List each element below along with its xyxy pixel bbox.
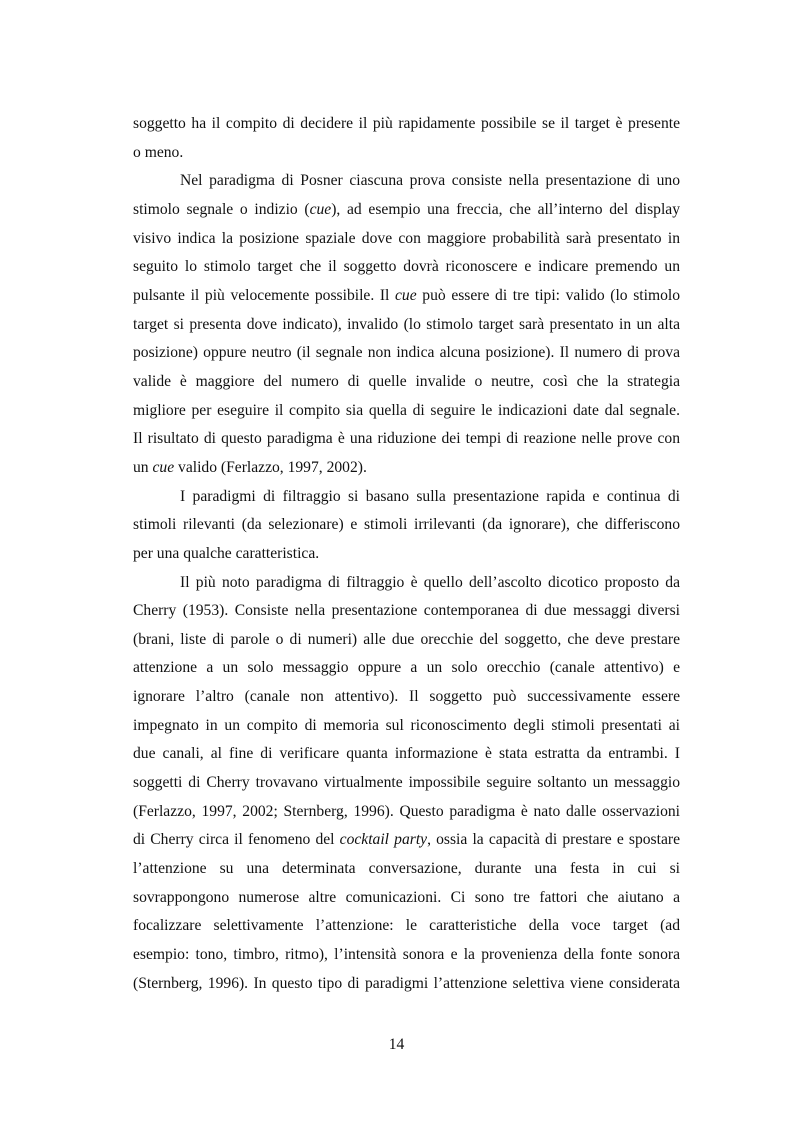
text-line: esempio: tono, timbro, ritmo), l’intensità sonora e la provenienza della fonte sonora xyxy=(133,946,680,964)
italic-term: cue xyxy=(152,458,175,476)
text-line: (brani, liste di parole o di numeri) alle due orecchie del soggetto, che deve prestare xyxy=(133,630,680,648)
text-line: l’attenzione su una determinata conversazione, durante una festa in cui si xyxy=(133,860,680,878)
text-line: un cue valido (Ferlazzo, 1997, 2002). xyxy=(133,458,367,476)
text-line: stimoli rilevanti (da selezionare) e stimoli irrilevanti (da ignorare), che differiscono xyxy=(133,516,680,534)
text-line: sovrappongono numerose altre comunicazioni. Ci sono tre fattori che aiutano a xyxy=(133,888,680,906)
text-line: Il risultato di questo paradigma è una riduzione dei tempi di reazione nelle prove con xyxy=(133,430,680,448)
italic-term: cue xyxy=(395,286,417,304)
text-line: focalizzare selettivamente l’attenzione: le caratteristiche della voce target (ad xyxy=(133,917,680,935)
page-number: 14 xyxy=(388,1036,405,1053)
text-line: stimolo segnale o indizio (cue), ad esempio una freccia, che all’interno del display xyxy=(133,200,680,218)
text-line: Cherry (1953). Consiste nella presentazione contemporanea di due messaggi diversi xyxy=(133,602,680,620)
body-text xyxy=(133,110,680,998)
text-line: I paradigmi di filtraggio si basano sulla presentazione rapida e continua di xyxy=(180,487,680,505)
text-line: o meno. xyxy=(133,143,184,161)
text-line: seguito lo stimolo target che il soggetto dovrà riconoscere e indicare premendo un xyxy=(133,258,680,276)
text-line: ignorare l’altro (canale non attentivo). Il soggetto può successivamente essere xyxy=(133,688,680,706)
text-line: impegnato in un compito di memoria sul riconoscimento degli stimoli presentati ai xyxy=(133,716,680,734)
text-line: attenzione a un solo messaggio oppure a un solo orecchio (canale attentivo) e xyxy=(133,659,680,677)
text-line: Nel paradigma di Posner ciascuna prova consiste nella presentazione di uno xyxy=(180,172,680,190)
italic-term: cue xyxy=(309,200,332,218)
text-line: valide è maggiore del numero di quelle invalide o neutre, così che la strategia xyxy=(133,372,680,390)
text-line: posizione) oppure neutro (il segnale non indica alcuna posizione). Il numero di prova xyxy=(133,344,680,362)
text-line: soggetti di Cherry trovavano virtualmente impossibile seguire soltanto un messaggio xyxy=(133,774,680,792)
italic-term: cocktail party xyxy=(339,831,428,849)
paragraph-p3 xyxy=(133,483,680,569)
text-line: (Sternberg, 1996). In questo tipo di paradigmi l’attenzione selettiva viene considerata xyxy=(133,974,680,992)
text-line: target si presenta dove indicato), invalido (lo stimolo target sarà presentato in un alta xyxy=(133,315,680,333)
paragraph-p4 xyxy=(133,569,680,999)
text-line: due canali, al fine di verificare quanta informazione è stata estratta da entrambi. I xyxy=(133,745,680,763)
text-line: visivo indica la posizione spaziale dove con maggiore probabilità sarà presentato in xyxy=(133,229,680,247)
text-line: (Ferlazzo, 1997, 2002; Sternberg, 1996). Questo paradigma è nato dalle osservazioni xyxy=(133,802,680,820)
paragraph-p2 xyxy=(133,167,680,482)
text-line: pulsante il più velocemente possibile. Il cue può essere di tre tipi: valido (lo stimolo xyxy=(133,286,680,304)
text-line: soggetto ha il compito di decidere il più rapidamente possibile se il target è presente xyxy=(133,115,680,132)
text-line: per una qualche caratteristica. xyxy=(133,544,320,562)
text-line: Il più noto paradigma di filtraggio è quello dell’ascolto dicotico proposto da xyxy=(180,573,680,591)
text-line: di Cherry circa il fenomeno del cocktail party, ossia la capacità di prestare e spostare xyxy=(133,831,680,849)
text-line: migliore per eseguire il compito sia quella di seguire le indicazioni date dal segnale. xyxy=(133,401,680,419)
paragraph-p1 xyxy=(133,110,680,167)
